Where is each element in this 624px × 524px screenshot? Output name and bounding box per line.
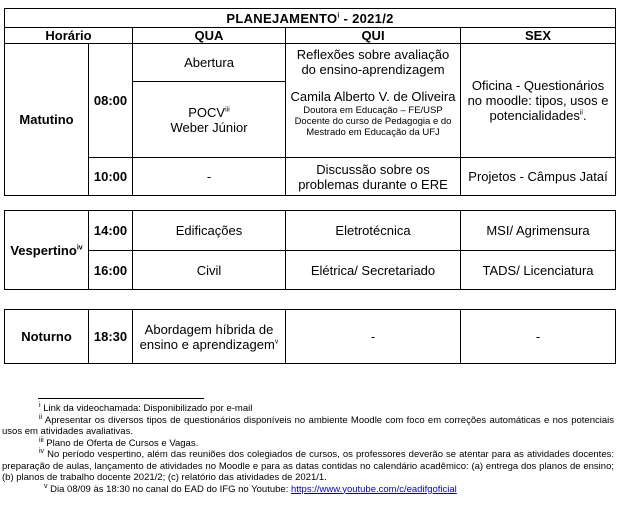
cell-qua-abertura: Abertura: [133, 44, 286, 82]
footnote-2: $^{ii}$ Apresentar os diversos tipos de questionários disponíveis no ambiente Moodle com foco em correções automáticas e nos potenciais usos em atividades avaliativas.: [2, 413, 614, 437]
cell-qui-1830: -: [286, 310, 461, 364]
cell-qui-1600: Elétrica/ Secretariado: [286, 251, 461, 290]
footnote-3: $^{iii}$ Plano de Oferta de Cursos e Vagas.: [39, 436, 199, 449]
cell-qua-1600: Civil: [133, 251, 286, 290]
schedule-table-afternoon: [4, 210, 616, 290]
cell-qua-1400: Edificações: [133, 211, 286, 251]
cell-qui-0800: [286, 44, 461, 158]
cell-sex-oficina: Oficina - Questionários no moodle: tipos, usos e potencialidades$^{ii}$.: [461, 44, 616, 158]
schedule-table-evening: [4, 309, 616, 364]
footnote-4: $^{iv}$ No período vespertino, além das reuniões dos colegiados de cursos, os professores deverão se atentar para as atividades docentes: preparação de aulas, lançamento de atividades no Moodle e para as datas contidas no calendário acadêmico: (a) entrega dos planos de ensino; (b) planos de trabalho docente 2021/2; (c) relatório das atividades de 2021/1.: [2, 447, 614, 483]
header-qua: QUA: [133, 28, 286, 44]
time-1830: 18:30: [89, 310, 133, 364]
qui-reflexoes: Reflexões sobre avaliação do ensino-aprendizagem: [296, 47, 450, 77]
cell-sex-1600: TADS/ Licenciatura: [461, 251, 616, 290]
time-1400: 14:00: [89, 211, 133, 251]
footnote-1: $^i$ Link da videochamada: Disponibilizado por e-mail: [39, 401, 253, 414]
header-qui: QUI: [286, 28, 461, 44]
time-1000: 10:00: [89, 158, 133, 196]
cell-qui-1000: Discussão sobre os problemas durante o ERE: [286, 158, 461, 196]
time-0800: 08:00: [89, 44, 133, 158]
footnote-separator: [38, 398, 204, 399]
cell-qui-1400: Eletrotécnica: [286, 211, 461, 251]
page-title: PLANEJAMENTO$^i$ - 2021/2: [5, 9, 616, 28]
footnotes: [2, 403, 614, 495]
period-vespertino: Vespertino$^{iv}$: [5, 211, 89, 290]
period-noturno: Noturno: [5, 310, 89, 364]
qui-camila-desc: Doutora em Educação – FE/USP Docente do curso de Pedagogia e do Mestrado em Educação da UFJ: [294, 105, 452, 138]
schedule-table-morning: [4, 8, 616, 196]
time-1600: 16:00: [89, 251, 133, 290]
cell-sex-1830: -: [461, 310, 616, 364]
cell-sex-1400: MSI/ Agrimensura: [461, 211, 616, 251]
cell-qua-1000: -: [133, 158, 286, 196]
qui-camila: Camila Alberto V. de Oliveira: [290, 89, 456, 104]
period-matutino: Matutino: [5, 44, 89, 196]
footnote-5: $^v$ Dia 08/09 às 18:30 no canal do EAD do IFG no Youtube: https://www.youtube.com/c/eadifgoficial: [44, 482, 457, 495]
header-sex: SEX: [461, 28, 616, 44]
header-horario: Horário: [5, 28, 133, 44]
cell-sex-1000: Projetos - Câmpus Jataí: [461, 158, 616, 196]
youtube-link[interactable]: https://www.youtube.com/c/eadifgoficial: [290, 483, 457, 495]
cell-qua-pocv: POCV$^{iii}$ Weber Júnior: [133, 82, 286, 158]
cell-qua-1830: Abordagem híbrida de ensino e aprendizagem$^v$: [133, 310, 286, 364]
